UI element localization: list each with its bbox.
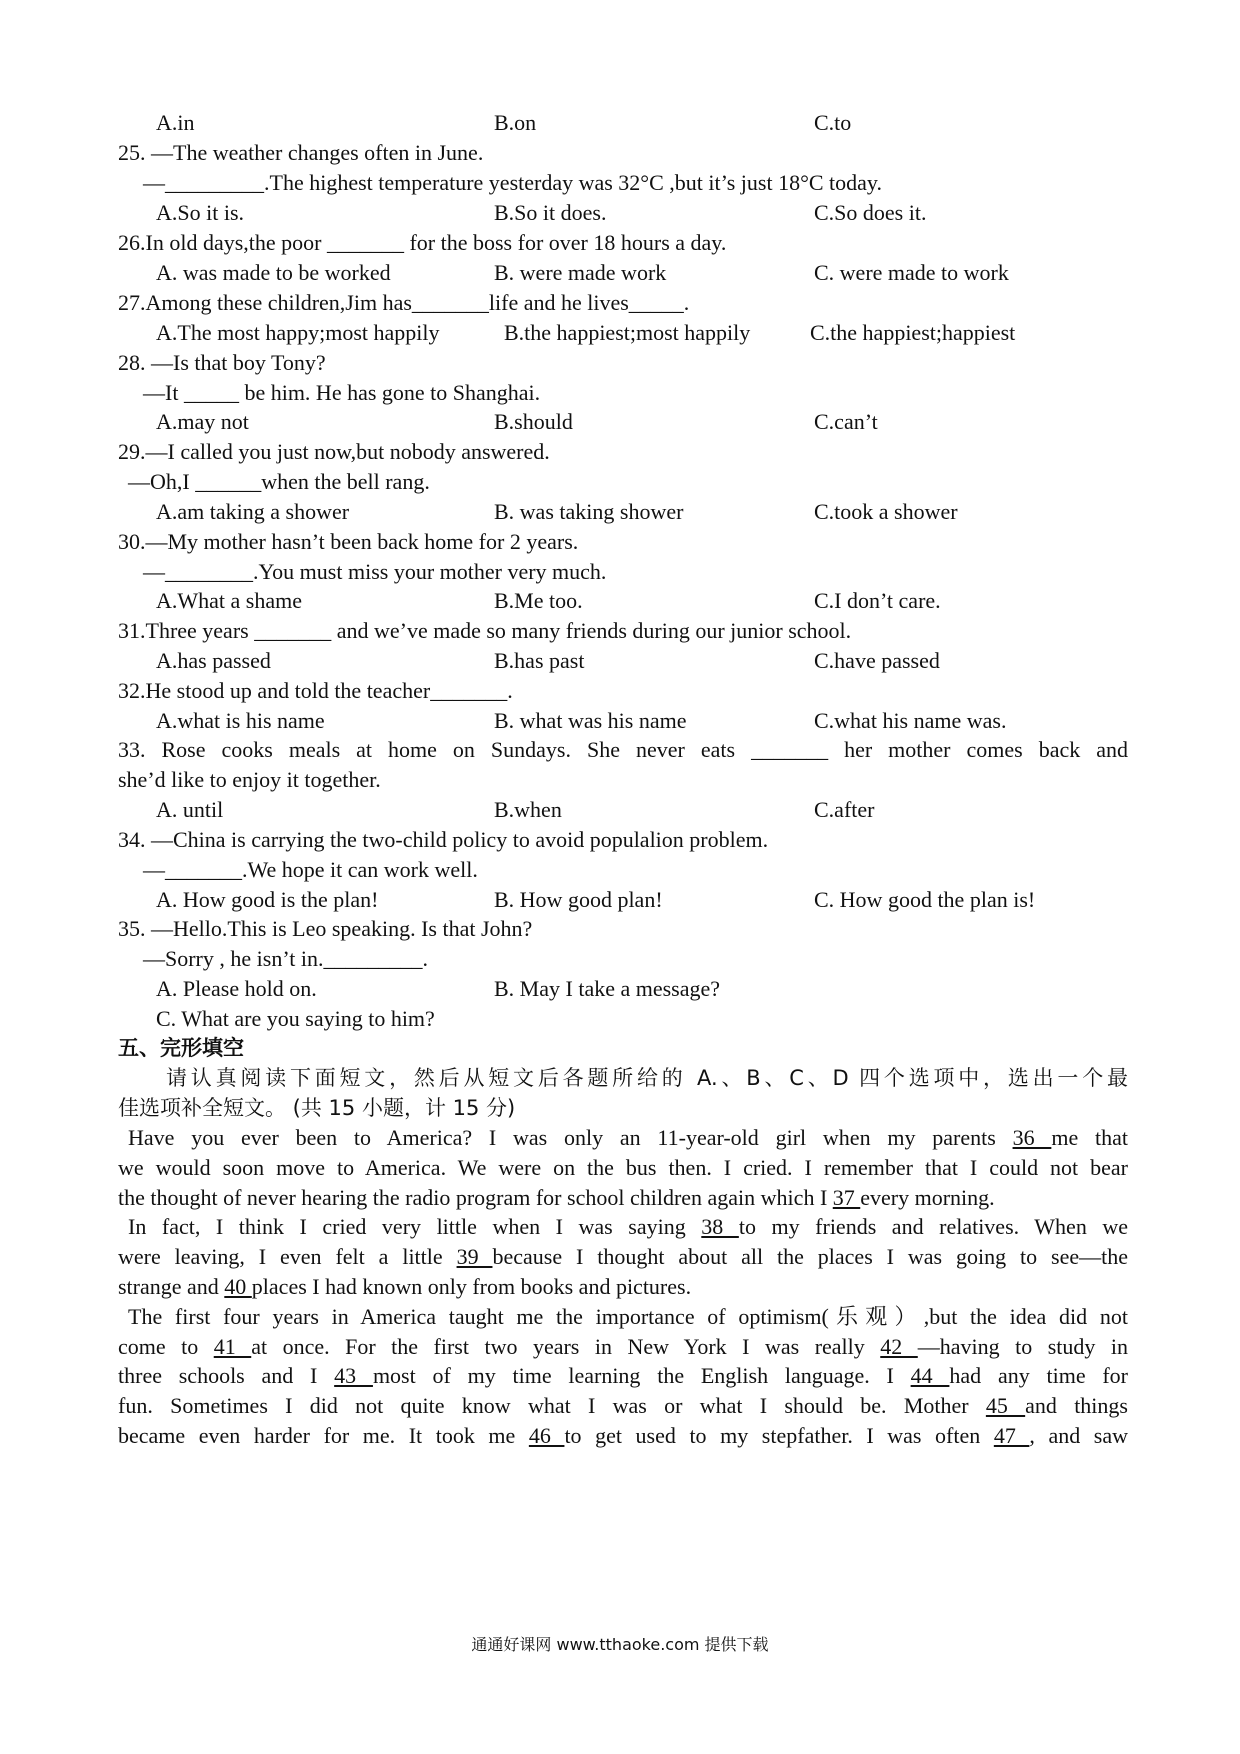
blank-37: 37 (832, 1185, 861, 1210)
passage-text: three schools and I (118, 1363, 335, 1388)
passage-text: had any time for (949, 1363, 1129, 1388)
option-a: A.What a shame (156, 588, 302, 613)
option-a: A.has passed (156, 648, 271, 673)
q28-options (118, 407, 1128, 437)
q30-stem: 30.—My mother hasn’t been back home for 2 years. (118, 529, 579, 554)
passage-text: to get used to my stepfather. I was often (564, 1423, 994, 1448)
q29-reply: —Oh,I ______when the bell rang. (128, 469, 430, 494)
blank-44: 44 (910, 1363, 950, 1388)
q35-reply: —Sorry , he isn’t in._________. (143, 946, 428, 971)
option-a: A. How good is the plan! (156, 887, 379, 912)
blank-46: 46 (528, 1423, 565, 1448)
passage-text: fun. Sometimes I did not quite know what I was or what I should be. Mother (118, 1393, 986, 1418)
passage-line (118, 1421, 1128, 1451)
q33-stem-cont: she’d like to enjoy it together. (118, 767, 381, 792)
q28-stem: 28. —Is that boy Tony? (118, 350, 326, 375)
option-a: A.am taking a shower (156, 499, 350, 524)
blank-43: 43 (334, 1363, 373, 1388)
option-a: A.The most happy;most happily (156, 320, 440, 345)
option-b: B.has past (494, 648, 585, 673)
passage-text: were leaving, I even felt a little (118, 1244, 457, 1269)
option-b: B. How good plan! (494, 887, 663, 912)
passage-line (118, 1242, 1128, 1272)
option-c: C.after (814, 797, 875, 822)
option-b: B. May I take a message? (494, 976, 721, 1001)
page-footer: 通通好课网 www.tthaoke.com 提供下载 (471, 1635, 769, 1654)
blank-41: 41 (213, 1334, 252, 1359)
q25-stem: 25. —The weather changes often in June. (118, 140, 484, 165)
option-a: A. until (156, 797, 224, 822)
q32-options (118, 706, 1128, 736)
passage-text: Have you ever been to America? I was only an 11-year-old girl when my parents (128, 1125, 1013, 1150)
q33-stem: 33. Rose cooks meals at home on Sundays. She never eats _______ her mother comes back and (118, 737, 1128, 762)
blank-40: 40 (224, 1274, 252, 1299)
q24-options (118, 108, 1128, 138)
option-c: C.I don’t care. (814, 588, 941, 613)
passage-text: me that (1051, 1125, 1129, 1150)
section-heading: 五、完形填空 (118, 1036, 244, 1060)
section-instructions-cont: 佳选项补全短文。 (共 15 小题，计 15 分) (118, 1096, 516, 1120)
q31-options (118, 646, 1128, 676)
passage-line: The first four years in America taught me the importance of optimism(乐观）,but the idea did not (128, 1304, 1128, 1329)
passage-text: became even harder for me. It took me (118, 1423, 529, 1448)
q27-options (118, 318, 1128, 348)
passage-line (118, 1391, 1128, 1421)
blank-45: 45 (985, 1393, 1026, 1418)
q25-reply: —_________.The highest temperature yesterday was 32°C ,but it’s just 18°C today. (143, 170, 882, 195)
passage-text: —having to study in (917, 1334, 1129, 1359)
passage-line (128, 1212, 1128, 1242)
option-b: B.Me too. (494, 588, 583, 613)
passage-line (128, 1123, 1128, 1153)
passage-line (118, 1272, 1128, 1302)
option-a: A.in (156, 110, 195, 135)
q33-options (118, 795, 1128, 825)
option-b: B.So it does. (494, 200, 607, 225)
passage-line (118, 1361, 1128, 1391)
option-c: C.to (814, 110, 852, 135)
option-b: B. was taking shower (494, 499, 684, 524)
option-c: C.what his name was. (814, 708, 1007, 733)
q28-reply: —It _____ be him. He has gone to Shanghai. (143, 380, 541, 405)
option-a: A. was made to be worked (156, 260, 391, 285)
option-c: C.can’t (814, 409, 878, 434)
passage-line (118, 1332, 1128, 1362)
q32-stem: 32.He stood up and told the teacher_______. (118, 678, 513, 703)
option-c: C.have passed (814, 648, 940, 673)
q34-options (118, 885, 1128, 915)
q35-stem: 35. —Hello.This is Leo speaking. Is that John? (118, 916, 533, 941)
q35-options (118, 974, 1128, 1004)
option-b: B.when (494, 797, 562, 822)
option-c: C. How good the plan is! (814, 887, 1036, 912)
passage-line: we would soon move to America. We were on the bus then. I cried. I remember that I could not bear (118, 1155, 1128, 1180)
option-b: B.the happiest;most happily (504, 320, 751, 345)
blank-38: 38 (701, 1214, 739, 1239)
option-c: C.So does it. (814, 200, 927, 225)
blank-42: 42 (880, 1334, 918, 1359)
option-a: A.may not (156, 409, 249, 434)
option-a: A.So it is. (156, 200, 245, 225)
option-c: C. What are you saying to him? (156, 1006, 435, 1031)
passage-text: because I thought about all the places I was going to see—the (492, 1244, 1128, 1269)
blank-36: 36 (1012, 1125, 1052, 1150)
blank-47: 47 (993, 1423, 1030, 1448)
passage-text: to my friends and relatives. When we (738, 1214, 1129, 1239)
passage-text: places I had known only from books and pictures. (251, 1274, 692, 1299)
option-a: A.what is his name (156, 708, 325, 733)
passage-text: come to (118, 1334, 214, 1359)
passage-line (118, 1183, 1128, 1213)
q25-options (118, 198, 1128, 228)
q29-options (118, 497, 1128, 527)
q26-options (118, 258, 1128, 288)
option-b: B.on (494, 110, 537, 135)
passage-text: at once. For the first two years in New York I was really (251, 1334, 881, 1359)
passage-text: and things (1025, 1393, 1128, 1418)
option-c: C.the happiest;happiest (810, 320, 1016, 345)
passage-text: strange and (118, 1274, 225, 1299)
passage-text: most of my time learning the English language. I (372, 1363, 911, 1388)
option-b: B. were made work (494, 260, 667, 285)
option-b: B. what was his name (494, 708, 687, 733)
section-instructions: 请认真阅读下面短文，然后从短文后各题所给的 A.、B、C、D 四个选项中，选出一个最 (166, 1066, 1128, 1090)
q34-stem: 34. —China is carrying the two-child policy to avoid populalion problem. (118, 827, 769, 852)
blank-39: 39 (456, 1244, 493, 1269)
option-c: C.took a shower (814, 499, 958, 524)
q31-stem: 31.Three years _______ and we’ve made so many friends during our junior school. (118, 618, 852, 643)
option-b: B.should (494, 409, 573, 434)
q34-reply: —_______.We hope it can work well. (143, 857, 478, 882)
passage-text: the thought of never hearing the radio program for school children again which I (118, 1185, 833, 1210)
q27-stem: 27.Among these children,Jim has_______life and he lives_____. (118, 290, 690, 315)
passage-text: In fact, I think I cried very little when I was saying (128, 1214, 702, 1239)
option-c: C. were made to work (814, 260, 1009, 285)
passage-text: every morning. (860, 1185, 995, 1210)
q29-stem: 29.—I called you just now,but nobody answered. (118, 439, 550, 464)
q30-options (118, 586, 1128, 616)
q35-options-cont (118, 1004, 1128, 1034)
option-a: A. Please hold on. (156, 976, 317, 1001)
q26-stem: 26.In old days,the poor _______ for the boss for over 18 hours a day. (118, 230, 727, 255)
q30-reply: —________.You must miss your mother very much. (143, 559, 607, 584)
passage-text: , and saw (1029, 1423, 1129, 1448)
